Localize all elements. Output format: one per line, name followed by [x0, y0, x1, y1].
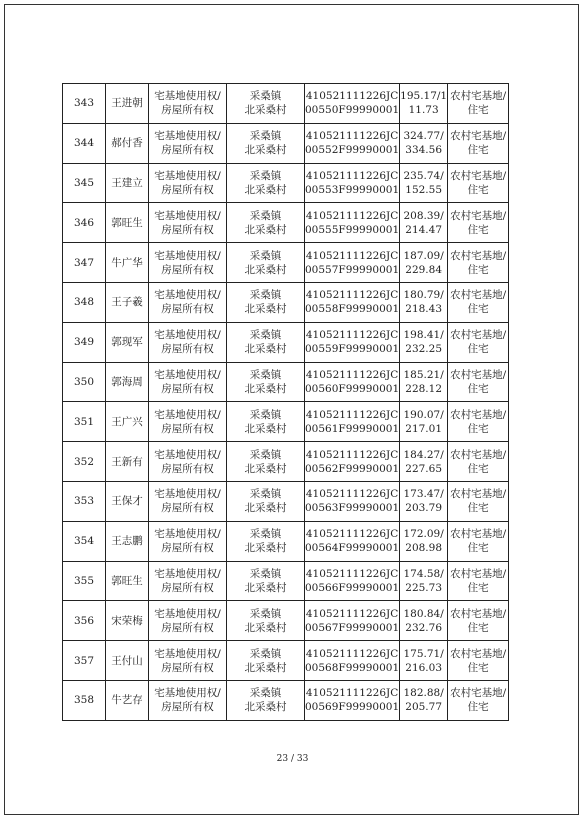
- cell-usage-line: 农村宅基地/: [450, 329, 507, 342]
- cell-location-line: 北采桑村: [244, 422, 287, 435]
- cell-owner-name: 牛艺存: [106, 680, 149, 720]
- cell-parcel-code-line: 410521111226JC: [305, 687, 399, 700]
- cell-area-line: 190.07/: [403, 408, 444, 421]
- cell-right-type-line: 房屋所有权: [161, 144, 214, 157]
- cell-parcel-code-line: 410521111226JC: [305, 488, 399, 501]
- cell-parcel-code-line: 00560F99990001: [305, 382, 400, 395]
- cell-number: 343: [63, 84, 106, 124]
- cell-usage-line: 农村宅基地/: [450, 368, 507, 381]
- cell-number: 355: [63, 561, 106, 601]
- cell-area-line: 180.84/: [403, 607, 444, 620]
- cell-right-type: [149, 243, 227, 283]
- cell-parcel-code-line: 410521111226JC: [305, 567, 399, 580]
- cell-owner-name: 王保才: [106, 481, 149, 521]
- cell-area-line: 216.03: [405, 661, 443, 674]
- cell-usage: [448, 641, 509, 681]
- cell-right-type-line: 房屋所有权: [161, 502, 214, 515]
- cell-area-line: 228.12: [405, 382, 443, 395]
- cell-parcel-code-line: 410521111226JC: [305, 647, 399, 660]
- cell-number: 354: [63, 521, 106, 561]
- cell-parcel-code-line: 00569F99990001: [305, 701, 400, 714]
- cell-area-line: 184.27/: [403, 448, 444, 461]
- cell-area-line: 203.79: [405, 502, 443, 515]
- cell-parcel-code-line: 00550F99990001: [305, 104, 400, 117]
- cell-parcel-code-line: 00552F99990001: [305, 144, 400, 157]
- cell-usage-line: 农村宅基地/: [450, 209, 507, 222]
- cell-area: [400, 243, 448, 283]
- cell-location: [227, 481, 305, 521]
- cell-location: [227, 561, 305, 601]
- cell-right-type: [149, 521, 227, 561]
- cell-location-line: 北采桑村: [244, 462, 287, 475]
- cell-usage-line: 农村宅基地/: [450, 408, 507, 421]
- cell-usage: [448, 402, 509, 442]
- cell-number: 356: [63, 601, 106, 641]
- cell-owner-name: 郭现军: [106, 322, 149, 362]
- cell-parcel-code-line: 00561F99990001: [305, 422, 400, 435]
- cell-right-type-line: 房屋所有权: [161, 343, 214, 356]
- cell-usage-line: 住宅: [467, 303, 489, 316]
- cell-parcel-code: [305, 322, 400, 362]
- cell-usage: [448, 203, 509, 243]
- cell-location-line: 采桑镇: [249, 289, 282, 302]
- cell-right-type-line: 宅基地使用权/: [154, 647, 221, 660]
- cell-location: [227, 362, 305, 402]
- table-row: [63, 481, 509, 521]
- cell-parcel-code-line: 410521111226JC: [305, 448, 399, 461]
- cell-parcel-code: [305, 282, 400, 322]
- cell-parcel-code-line: 410521111226JC: [305, 528, 399, 541]
- cell-area: [400, 203, 448, 243]
- cell-usage-line: 住宅: [467, 382, 489, 395]
- table-row: [63, 163, 509, 203]
- cell-parcel-code: [305, 442, 400, 482]
- cell-location: [227, 521, 305, 561]
- cell-parcel-code: [305, 601, 400, 641]
- cell-right-type-line: 房屋所有权: [161, 542, 214, 555]
- cell-right-type-line: 宅基地使用权/: [154, 687, 221, 700]
- registry-table: [62, 83, 509, 721]
- cell-right-type-line: 房屋所有权: [161, 621, 214, 634]
- cell-parcel-code: [305, 123, 400, 163]
- cell-right-type-line: 宅基地使用权/: [154, 607, 221, 620]
- cell-owner-name: 宋荣梅: [106, 601, 149, 641]
- cell-area-line: 173.47/: [403, 488, 444, 501]
- cell-area-line: 208.98: [405, 542, 443, 555]
- cell-area: [400, 481, 448, 521]
- cell-area-line: 152.55: [405, 183, 443, 196]
- cell-location: [227, 402, 305, 442]
- cell-owner-name: 王新有: [106, 442, 149, 482]
- table-row: [63, 641, 509, 681]
- cell-area: [400, 322, 448, 362]
- cell-right-type-line: 房屋所有权: [161, 581, 214, 594]
- cell-area-line: 229.84: [405, 263, 443, 276]
- cell-area-line: 225.73: [405, 581, 443, 594]
- cell-location-line: 采桑镇: [249, 408, 282, 421]
- cell-right-type-line: 房屋所有权: [161, 223, 214, 236]
- cell-usage: [448, 84, 509, 124]
- cell-right-type-line: 房屋所有权: [161, 104, 214, 117]
- cell-area-line: 175.71/: [403, 647, 444, 660]
- cell-number: 344: [63, 123, 106, 163]
- cell-location: [227, 163, 305, 203]
- cell-right-type: [149, 282, 227, 322]
- cell-right-type-line: 宅基地使用权/: [154, 169, 221, 182]
- cell-usage-line: 住宅: [467, 542, 489, 555]
- cell-owner-name: 郭海周: [106, 362, 149, 402]
- cell-owner-name: 王进朝: [106, 84, 149, 124]
- cell-location-line: 北采桑村: [244, 183, 287, 196]
- cell-area-line: 185.21/: [403, 368, 444, 381]
- cell-location-line: 北采桑村: [244, 542, 287, 555]
- cell-parcel-code-line: 410521111226JC: [305, 249, 399, 262]
- cell-usage-line: 住宅: [467, 422, 489, 435]
- cell-parcel-code: [305, 362, 400, 402]
- cell-right-type: [149, 362, 227, 402]
- cell-parcel-code-line: 00557F99990001: [305, 263, 400, 276]
- cell-usage-line: 农村宅基地/: [450, 647, 507, 660]
- cell-location-line: 北采桑村: [244, 263, 287, 276]
- cell-area: [400, 521, 448, 561]
- cell-parcel-code-line: 00558F99990001: [305, 303, 400, 316]
- cell-usage-line: 农村宅基地/: [450, 289, 507, 302]
- cell-usage-line: 农村宅基地/: [450, 607, 507, 620]
- cell-right-type: [149, 84, 227, 124]
- cell-usage-line: 住宅: [467, 502, 489, 515]
- cell-location-line: 采桑镇: [249, 130, 282, 143]
- cell-usage-line: 住宅: [467, 263, 489, 276]
- cell-owner-name: 王建立: [106, 163, 149, 203]
- cell-parcel-code-line: 410521111226JC: [305, 329, 399, 342]
- cell-right-type-line: 宅基地使用权/: [154, 448, 221, 461]
- cell-right-type: [149, 442, 227, 482]
- cell-usage-line: 农村宅基地/: [450, 448, 507, 461]
- cell-location: [227, 322, 305, 362]
- cell-right-type-line: 房屋所有权: [161, 661, 214, 674]
- cell-right-type-line: 房屋所有权: [161, 422, 214, 435]
- cell-area: [400, 561, 448, 601]
- cell-area-line: 218.43: [405, 303, 443, 316]
- cell-parcel-code: [305, 680, 400, 720]
- cell-right-type: [149, 601, 227, 641]
- cell-area-line: 208.39/: [403, 209, 444, 222]
- cell-parcel-code: [305, 402, 400, 442]
- cell-parcel-code: [305, 561, 400, 601]
- cell-area-line: 232.25: [405, 343, 443, 356]
- cell-right-type: [149, 402, 227, 442]
- cell-right-type-line: 宅基地使用权/: [154, 90, 221, 103]
- cell-right-type: [149, 123, 227, 163]
- cell-location-line: 北采桑村: [244, 303, 287, 316]
- table-row: [63, 123, 509, 163]
- cell-location-line: 采桑镇: [249, 209, 282, 222]
- cell-usage-line: 住宅: [467, 183, 489, 196]
- cell-parcel-code: [305, 84, 400, 124]
- cell-owner-name: 郭旺生: [106, 203, 149, 243]
- cell-area: [400, 402, 448, 442]
- cell-parcel-code-line: 410521111226JC: [305, 368, 399, 381]
- cell-location-line: 采桑镇: [249, 448, 282, 461]
- cell-owner-name: 郝付香: [106, 123, 149, 163]
- cell-usage: [448, 362, 509, 402]
- cell-usage-line: 农村宅基地/: [450, 567, 507, 580]
- cell-usage-line: 农村宅基地/: [450, 169, 507, 182]
- cell-parcel-code-line: 410521111226JC: [305, 169, 399, 182]
- cell-usage-line: 农村宅基地/: [450, 687, 507, 700]
- cell-location-line: 采桑镇: [249, 368, 282, 381]
- cell-parcel-code: [305, 481, 400, 521]
- cell-parcel-code-line: 410521111226JC: [305, 408, 399, 421]
- cell-location-line: 北采桑村: [244, 223, 287, 236]
- cell-parcel-code: [305, 243, 400, 283]
- cell-area: [400, 362, 448, 402]
- cell-area: [400, 282, 448, 322]
- table-row: [63, 362, 509, 402]
- cell-usage-line: 住宅: [467, 104, 489, 117]
- cell-location-line: 采桑镇: [249, 249, 282, 262]
- cell-area-line: 198.41/: [403, 329, 444, 342]
- cell-parcel-code-line: 410521111226JC: [305, 130, 399, 143]
- cell-parcel-code-line: 00568F99990001: [305, 661, 400, 674]
- cell-usage-line: 住宅: [467, 223, 489, 236]
- cell-parcel-code-line: 00567F99990001: [305, 621, 400, 634]
- cell-right-type: [149, 481, 227, 521]
- cell-area: [400, 442, 448, 482]
- cell-right-type-line: 宅基地使用权/: [154, 249, 221, 262]
- cell-usage: [448, 601, 509, 641]
- cell-right-type-line: 宅基地使用权/: [154, 329, 221, 342]
- cell-usage: [448, 521, 509, 561]
- cell-area-line: 227.65: [405, 462, 443, 475]
- page-number: 23 / 33: [276, 754, 309, 764]
- cell-location-line: 北采桑村: [244, 581, 287, 594]
- table-row: [63, 561, 509, 601]
- cell-area: [400, 163, 448, 203]
- cell-location-line: 采桑镇: [249, 528, 282, 541]
- cell-parcel-code-line: 410521111226JC: [305, 209, 399, 222]
- cell-usage: [448, 442, 509, 482]
- cell-usage-line: 住宅: [467, 701, 489, 714]
- cell-area-line: 214.47: [405, 223, 443, 236]
- cell-right-type-line: 房屋所有权: [161, 701, 214, 714]
- cell-location-line: 北采桑村: [244, 502, 287, 515]
- cell-parcel-code-line: 00566F99990001: [305, 581, 400, 594]
- cell-parcel-code-line: 00553F99990001: [305, 183, 400, 196]
- cell-location: [227, 442, 305, 482]
- table-row: [63, 442, 509, 482]
- cell-location-line: 北采桑村: [244, 621, 287, 634]
- cell-parcel-code: [305, 641, 400, 681]
- cell-usage-line: 住宅: [467, 343, 489, 356]
- cell-area-line: 217.01: [405, 422, 443, 435]
- cell-usage: [448, 163, 509, 203]
- cell-location: [227, 243, 305, 283]
- cell-right-type-line: 房屋所有权: [161, 462, 214, 475]
- cell-owner-name: 王广兴: [106, 402, 149, 442]
- registry-table-body: [63, 84, 509, 721]
- cell-right-type-line: 房屋所有权: [161, 382, 214, 395]
- cell-right-type-line: 房屋所有权: [161, 303, 214, 316]
- cell-number: 349: [63, 322, 106, 362]
- cell-parcel-code-line: 00562F99990001: [305, 462, 400, 475]
- cell-location: [227, 282, 305, 322]
- cell-location-line: 采桑镇: [249, 607, 282, 620]
- table-row: [63, 601, 509, 641]
- cell-location-line: 采桑镇: [249, 169, 282, 182]
- cell-area-line: 182.88/: [403, 687, 444, 700]
- cell-owner-name: 王付山: [106, 641, 149, 681]
- cell-usage-line: 农村宅基地/: [450, 528, 507, 541]
- cell-parcel-code-line: 00564F99990001: [305, 542, 400, 555]
- cell-right-type-line: 宅基地使用权/: [154, 408, 221, 421]
- cell-area-line: 232.76: [405, 621, 443, 634]
- table-row: [63, 402, 509, 442]
- cell-usage: [448, 123, 509, 163]
- cell-right-type-line: 宅基地使用权/: [154, 528, 221, 541]
- cell-usage: [448, 680, 509, 720]
- cell-area: [400, 641, 448, 681]
- cell-area-line: 235.74/: [403, 169, 444, 182]
- cell-location: [227, 84, 305, 124]
- cell-area: [400, 123, 448, 163]
- cell-right-type-line: 宅基地使用权/: [154, 209, 221, 222]
- cell-location-line: 采桑镇: [249, 488, 282, 501]
- cell-number: 350: [63, 362, 106, 402]
- cell-location-line: 北采桑村: [244, 701, 287, 714]
- cell-usage: [448, 481, 509, 521]
- cell-parcel-code-line: 410521111226JC: [305, 607, 399, 620]
- cell-usage-line: 农村宅基地/: [450, 249, 507, 262]
- cell-parcel-code-line: 00559F99990001: [305, 343, 400, 356]
- cell-right-type-line: 宅基地使用权/: [154, 368, 221, 381]
- cell-area: [400, 84, 448, 124]
- cell-number: 352: [63, 442, 106, 482]
- cell-location-line: 北采桑村: [244, 661, 287, 674]
- table-row: [63, 203, 509, 243]
- cell-area-line: 180.79/: [403, 289, 444, 302]
- cell-parcel-code-line: 00555F99990001: [305, 223, 400, 236]
- cell-right-type-line: 房屋所有权: [161, 263, 214, 276]
- cell-owner-name: 郭旺生: [106, 561, 149, 601]
- cell-usage-line: 住宅: [467, 661, 489, 674]
- table-row: [63, 322, 509, 362]
- cell-right-type-line: 宅基地使用权/: [154, 488, 221, 501]
- cell-usage: [448, 322, 509, 362]
- cell-usage: [448, 243, 509, 283]
- cell-right-type: [149, 561, 227, 601]
- cell-parcel-code: [305, 521, 400, 561]
- table-row: [63, 680, 509, 720]
- cell-location-line: 采桑镇: [249, 90, 282, 103]
- cell-parcel-code-line: 410521111226JC: [305, 289, 399, 302]
- cell-location-line: 采桑镇: [249, 647, 282, 660]
- cell-owner-name: 王子羲: [106, 282, 149, 322]
- cell-location: [227, 680, 305, 720]
- cell-number: 345: [63, 163, 106, 203]
- cell-area-line: 324.77/: [403, 130, 444, 143]
- cell-location-line: 北采桑村: [244, 382, 287, 395]
- table-row: [63, 282, 509, 322]
- cell-usage-line: 农村宅基地/: [450, 130, 507, 143]
- cell-number: 346: [63, 203, 106, 243]
- table-row: [63, 243, 509, 283]
- cell-right-type-line: 房屋所有权: [161, 183, 214, 196]
- cell-right-type: [149, 641, 227, 681]
- cell-usage-line: 住宅: [467, 144, 489, 157]
- cell-right-type-line: 宅基地使用权/: [154, 567, 221, 580]
- cell-location: [227, 601, 305, 641]
- cell-parcel-code-line: 00563F99990001: [305, 502, 400, 515]
- cell-number: 358: [63, 680, 106, 720]
- cell-right-type: [149, 163, 227, 203]
- cell-number: 347: [63, 243, 106, 283]
- cell-area-line: 334.56: [405, 144, 443, 157]
- cell-number: 357: [63, 641, 106, 681]
- cell-usage-line: 住宅: [467, 621, 489, 634]
- cell-location-line: 北采桑村: [244, 104, 287, 117]
- cell-area-line: 205.77: [405, 701, 443, 714]
- cell-location-line: 采桑镇: [249, 329, 282, 342]
- cell-location: [227, 123, 305, 163]
- table-row: [63, 521, 509, 561]
- cell-parcel-code: [305, 163, 400, 203]
- cell-area: [400, 601, 448, 641]
- cell-location: [227, 641, 305, 681]
- cell-usage: [448, 282, 509, 322]
- cell-usage: [448, 561, 509, 601]
- cell-right-type-line: 宅基地使用权/: [154, 130, 221, 143]
- cell-location-line: 北采桑村: [244, 144, 287, 157]
- cell-right-type: [149, 680, 227, 720]
- table-row: [63, 84, 509, 124]
- cell-parcel-code: [305, 203, 400, 243]
- cell-area-line: 195.17/1: [400, 90, 448, 103]
- cell-usage-line: 农村宅基地/: [450, 488, 507, 501]
- cell-right-type: [149, 322, 227, 362]
- cell-owner-name: 牛广华: [106, 243, 149, 283]
- cell-location-line: 北采桑村: [244, 343, 287, 356]
- cell-usage-line: 农村宅基地/: [450, 90, 507, 103]
- cell-right-type: [149, 203, 227, 243]
- cell-area-line: 172.09/: [403, 528, 444, 541]
- cell-right-type-line: 宅基地使用权/: [154, 289, 221, 302]
- cell-parcel-code-line: 410521111226JC: [305, 90, 399, 103]
- cell-number: 353: [63, 481, 106, 521]
- cell-location-line: 采桑镇: [249, 687, 282, 700]
- cell-usage-line: 住宅: [467, 581, 489, 594]
- cell-area: [400, 680, 448, 720]
- cell-location-line: 采桑镇: [249, 567, 282, 580]
- cell-owner-name: 王志鹏: [106, 521, 149, 561]
- cell-area-line: 187.09/: [403, 249, 444, 262]
- cell-number: 348: [63, 282, 106, 322]
- cell-area-line: 11.73: [408, 104, 439, 117]
- cell-location: [227, 203, 305, 243]
- cell-area-line: 174.58/: [403, 567, 444, 580]
- cell-number: 351: [63, 402, 106, 442]
- cell-usage-line: 住宅: [467, 462, 489, 475]
